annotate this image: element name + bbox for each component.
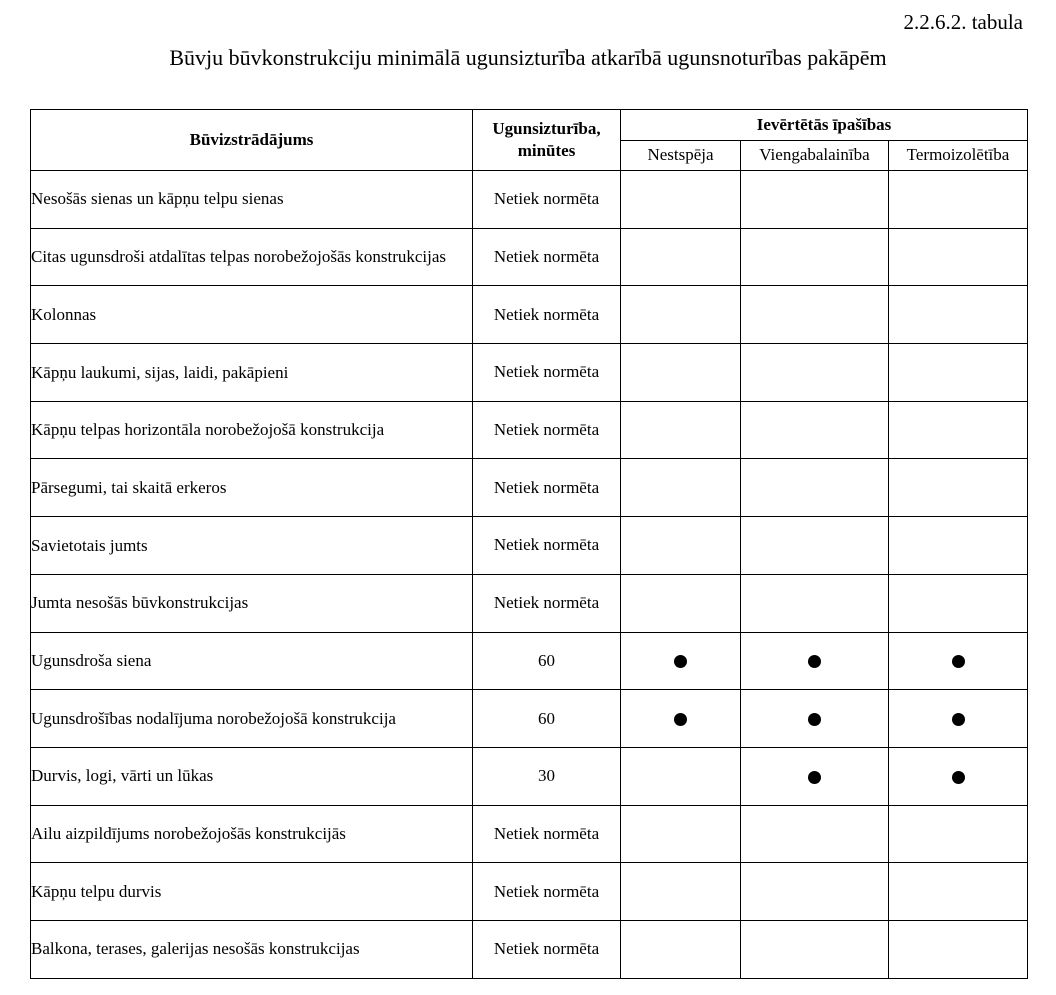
row-viengabalainiba-cell xyxy=(741,401,889,459)
row-viengabalainiba-cell xyxy=(741,171,889,229)
row-item-name: Balkona, terases, galerijas nesošās konstrukcijas xyxy=(31,920,473,978)
row-viengabalainiba-cell xyxy=(741,228,889,286)
column-header-item: Būvizstrādājums xyxy=(31,110,473,171)
row-nestspeja-cell xyxy=(621,228,741,286)
row-nestspeja-cell xyxy=(621,747,741,805)
bullet-icon xyxy=(952,713,965,726)
row-item-name: Nesošās sienas un kāpņu telpu sienas xyxy=(31,171,473,229)
row-fire-resistance: Netiek normēta xyxy=(473,228,621,286)
table-row xyxy=(31,344,1028,402)
row-nestspeja-cell xyxy=(621,344,741,402)
row-item-name: Pārsegumi, tai skaitā erkeros xyxy=(31,459,473,517)
table-row xyxy=(31,863,1028,921)
row-fire-resistance: 60 xyxy=(473,632,621,690)
row-viengabalainiba-cell xyxy=(741,574,889,632)
bullet-icon xyxy=(808,713,821,726)
row-nestspeja-cell xyxy=(621,863,741,921)
table-row xyxy=(31,228,1028,286)
row-viengabalainiba-cell xyxy=(741,459,889,517)
row-viengabalainiba-cell xyxy=(741,632,889,690)
column-header-viengabalainiba: Viengabalainība xyxy=(741,141,889,171)
row-termoizoletiba-cell xyxy=(889,920,1028,978)
row-fire-resistance: Netiek normēta xyxy=(473,863,621,921)
fire-resistance-table xyxy=(30,109,1028,979)
row-fire-resistance: Netiek normēta xyxy=(473,574,621,632)
row-fire-resistance: Netiek normēta xyxy=(473,171,621,229)
row-fire-resistance: Netiek normēta xyxy=(473,459,621,517)
row-nestspeja-cell xyxy=(621,286,741,344)
table-row xyxy=(31,171,1028,229)
row-termoizoletiba-cell xyxy=(889,574,1028,632)
row-termoizoletiba-cell xyxy=(889,805,1028,863)
row-item-name: Citas ugunsdroši atdalītas telpas norobežojošās konstrukcijas xyxy=(31,228,473,286)
row-termoizoletiba-cell xyxy=(889,517,1028,575)
row-termoizoletiba-cell xyxy=(889,459,1028,517)
table-row xyxy=(31,459,1028,517)
row-termoizoletiba-cell xyxy=(889,690,1028,748)
row-nestspeja-cell xyxy=(621,805,741,863)
row-fire-resistance: Netiek normēta xyxy=(473,517,621,575)
row-fire-resistance: 30 xyxy=(473,747,621,805)
table-row xyxy=(31,690,1028,748)
table-row xyxy=(31,286,1028,344)
row-item-name: Ailu aizpildījums norobežojošās konstrukcijās xyxy=(31,805,473,863)
row-item-name: Savietotais jumts xyxy=(31,517,473,575)
row-nestspeja-cell xyxy=(621,920,741,978)
row-termoizoletiba-cell xyxy=(889,632,1028,690)
row-viengabalainiba-cell xyxy=(741,805,889,863)
row-termoizoletiba-cell xyxy=(889,863,1028,921)
table-row xyxy=(31,632,1028,690)
row-fire-resistance: Netiek normēta xyxy=(473,344,621,402)
row-item-name: Ugunsdrošības nodalījuma norobežojošā konstrukcija xyxy=(31,690,473,748)
bullet-icon xyxy=(674,655,687,668)
row-viengabalainiba-cell xyxy=(741,920,889,978)
row-nestspeja-cell xyxy=(621,517,741,575)
table-row xyxy=(31,401,1028,459)
row-viengabalainiba-cell xyxy=(741,747,889,805)
row-nestspeja-cell xyxy=(621,690,741,748)
table-number-label: 2.2.6.2. tabula xyxy=(903,10,1023,34)
row-item-name: Kāpņu telpas horizontāla norobežojošā konstrukcija xyxy=(31,401,473,459)
row-viengabalainiba-cell xyxy=(741,517,889,575)
column-header-resistance: Ugunsizturība, minūtes xyxy=(473,110,621,171)
table-body xyxy=(31,171,1028,979)
column-header-properties: Ievērtētās īpašības xyxy=(621,110,1028,141)
row-item-name: Kāpņu laukumi, sijas, laidi, pakāpieni xyxy=(31,344,473,402)
row-nestspeja-cell xyxy=(621,171,741,229)
row-termoizoletiba-cell xyxy=(889,344,1028,402)
table-row xyxy=(31,805,1028,863)
row-fire-resistance: Netiek normēta xyxy=(473,805,621,863)
row-viengabalainiba-cell xyxy=(741,344,889,402)
row-item-name: Kāpņu telpu durvis xyxy=(31,863,473,921)
bullet-icon xyxy=(808,655,821,668)
table-row xyxy=(31,747,1028,805)
bullet-icon xyxy=(952,771,965,784)
row-termoizoletiba-cell xyxy=(889,401,1028,459)
bullet-icon xyxy=(674,713,687,726)
row-item-name: Ugunsdroša siena xyxy=(31,632,473,690)
row-termoizoletiba-cell xyxy=(889,228,1028,286)
row-nestspeja-cell xyxy=(621,632,741,690)
row-fire-resistance: Netiek normēta xyxy=(473,401,621,459)
row-item-name: Jumta nesošās būvkonstrukcijas xyxy=(31,574,473,632)
row-termoizoletiba-cell xyxy=(889,747,1028,805)
row-viengabalainiba-cell xyxy=(741,690,889,748)
column-header-termoizoletiba: Termoizolētība xyxy=(889,141,1028,171)
row-nestspeja-cell xyxy=(621,459,741,517)
row-fire-resistance: Netiek normēta xyxy=(473,920,621,978)
row-fire-resistance: 60 xyxy=(473,690,621,748)
row-viengabalainiba-cell xyxy=(741,286,889,344)
page-title: Būvju būvkonstrukciju minimālā ugunsizturība atkarībā ugunsnoturības pakāpēm xyxy=(169,45,887,70)
table-row xyxy=(31,920,1028,978)
bullet-icon xyxy=(952,655,965,668)
row-item-name: Kolonnas xyxy=(31,286,473,344)
table-row xyxy=(31,574,1028,632)
row-viengabalainiba-cell xyxy=(741,863,889,921)
row-item-name: Durvis, logi, vārti un lūkas xyxy=(31,747,473,805)
row-termoizoletiba-cell xyxy=(889,286,1028,344)
table-row xyxy=(31,517,1028,575)
row-fire-resistance: Netiek normēta xyxy=(473,286,621,344)
row-termoizoletiba-cell xyxy=(889,171,1028,229)
column-header-nestspeja: Nestspēja xyxy=(621,141,741,171)
bullet-icon xyxy=(808,771,821,784)
row-nestspeja-cell xyxy=(621,574,741,632)
row-nestspeja-cell xyxy=(621,401,741,459)
